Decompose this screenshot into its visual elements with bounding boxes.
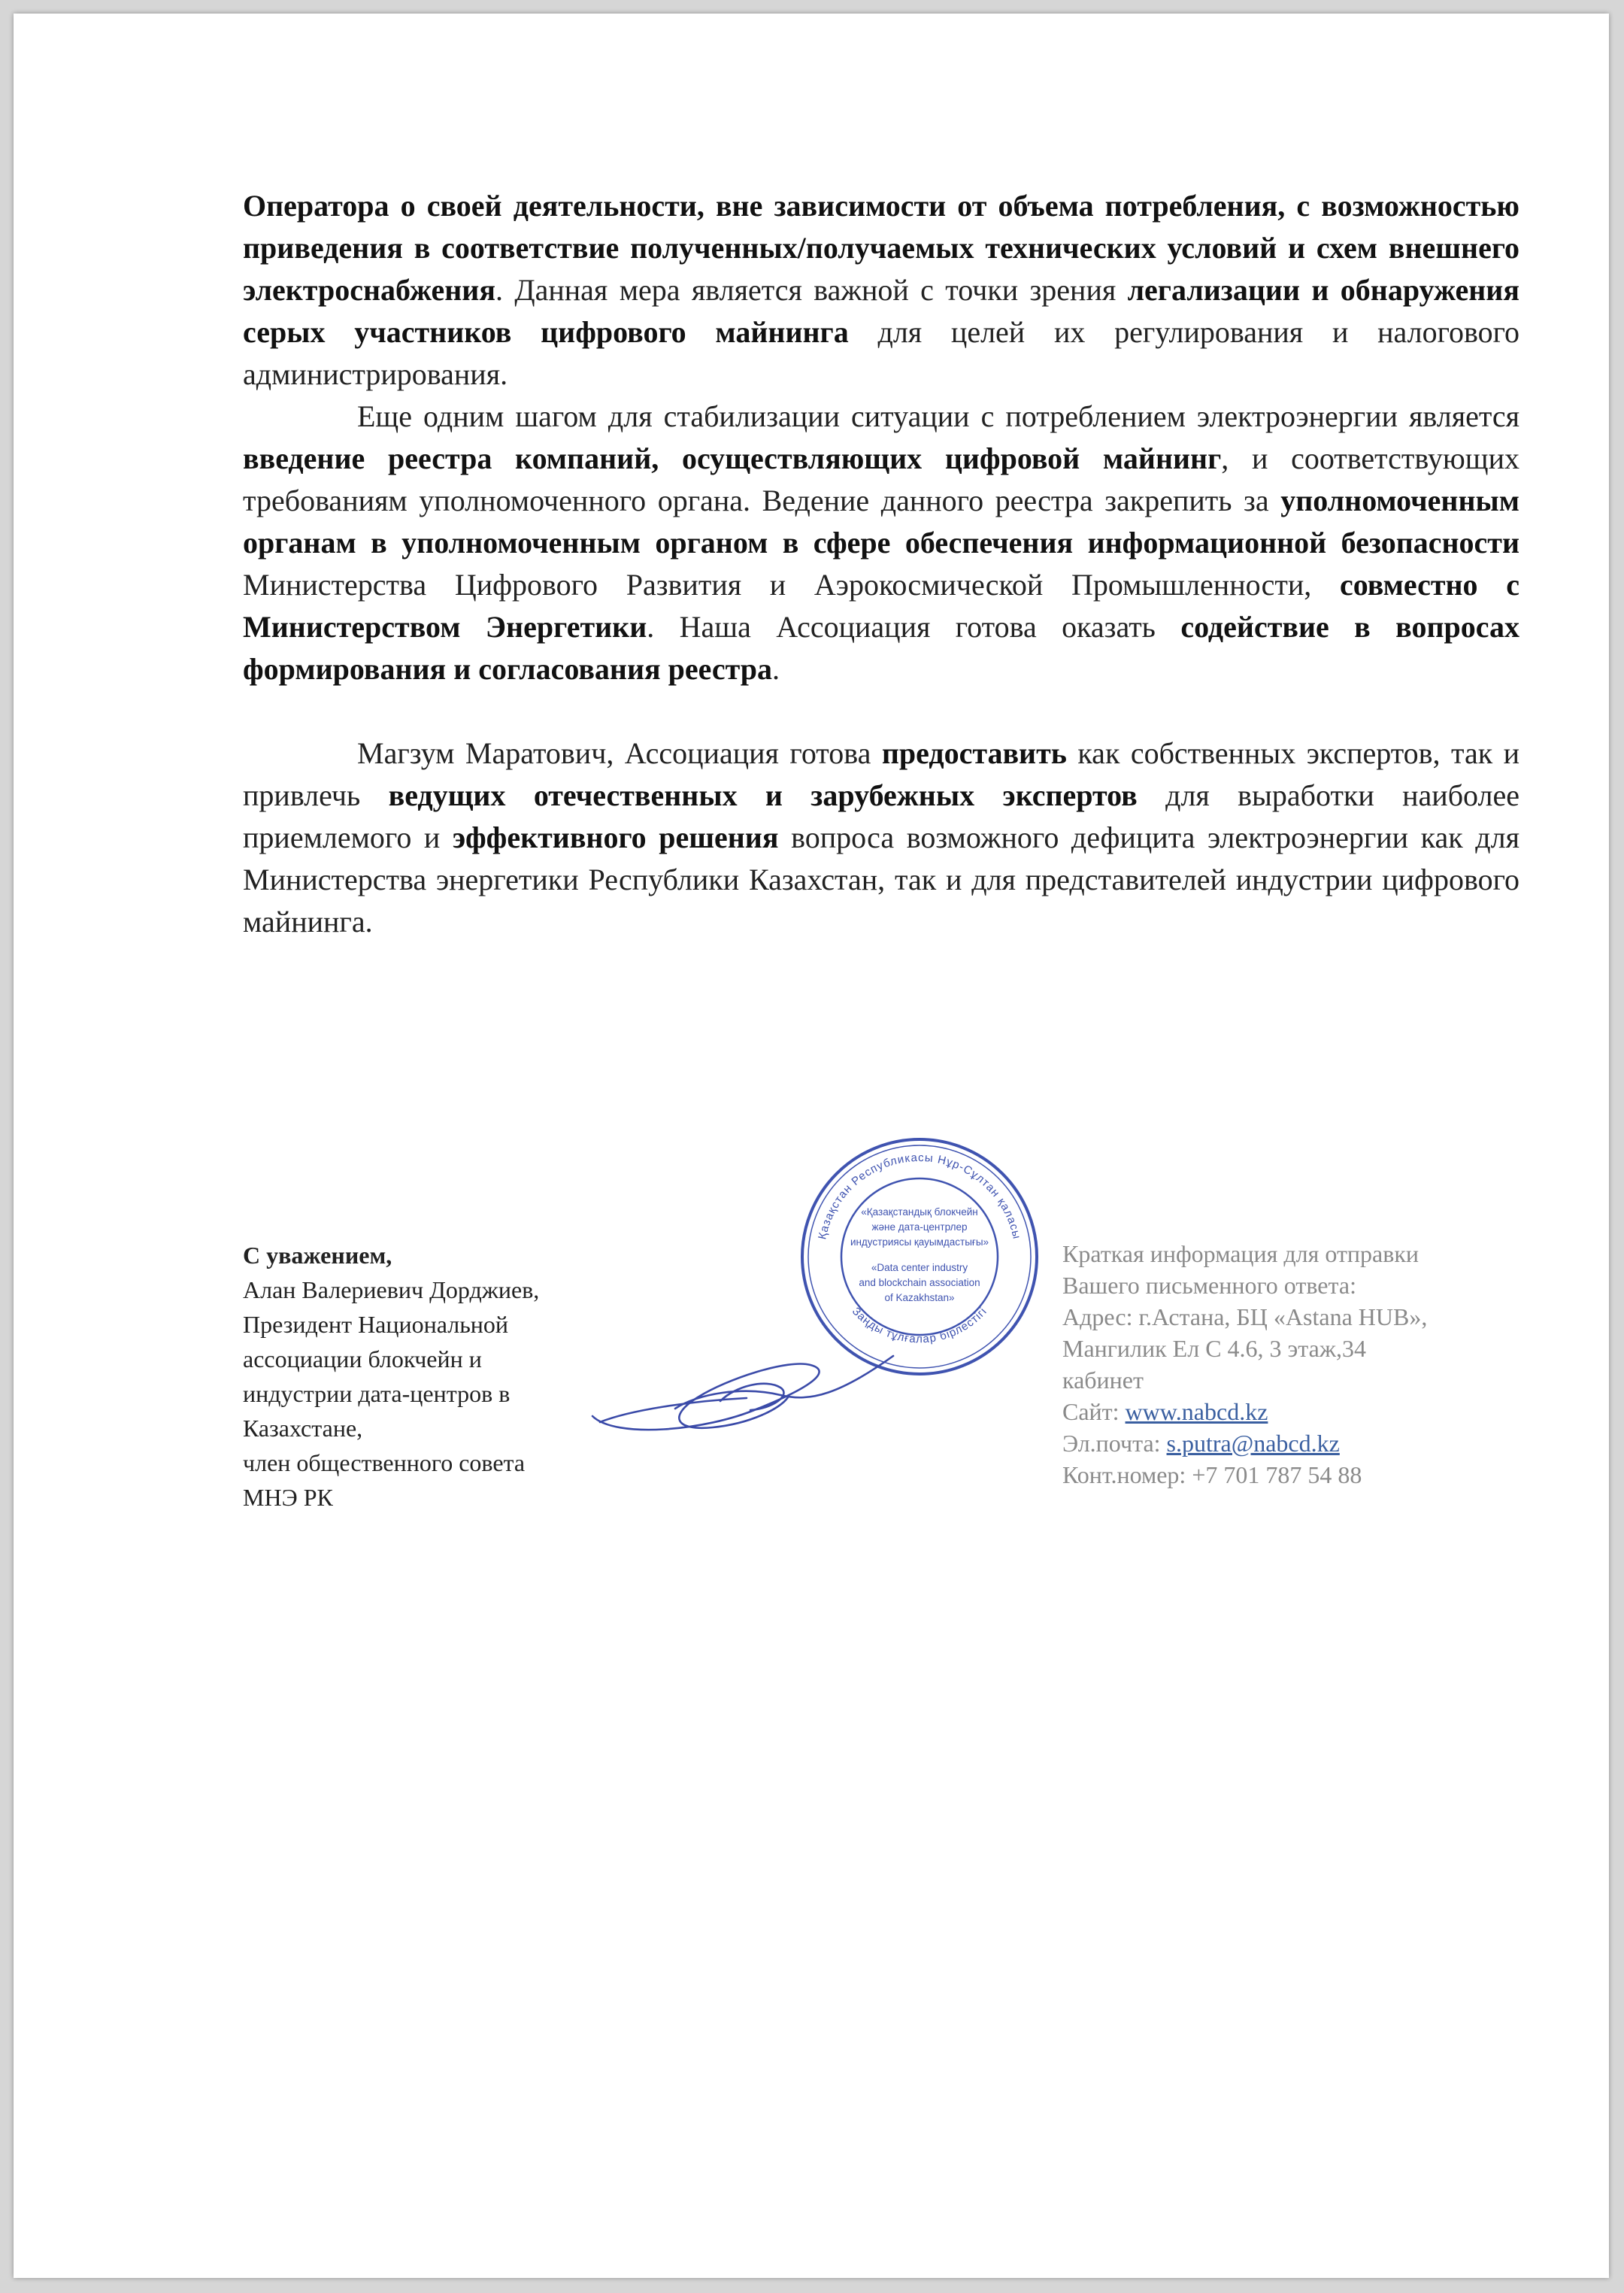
email-label: Эл.почта: <box>1062 1430 1167 1457</box>
signature-block <box>243 1238 634 1515</box>
seal-inner-line: and blockchain association <box>859 1277 980 1288</box>
bold-text-run: введение реестра компаний, осуществляющих цифровой майнинг <box>243 441 1222 475</box>
contact-info-block <box>1062 1238 1513 1491</box>
seal-inner-line: of Kazakhstan» <box>884 1292 955 1303</box>
bold-text-run: легализации и обнаружения серых участников цифрового майнинга <box>243 273 1519 349</box>
bold-text-run: ведущих отечественных и зарубежных экспертов <box>388 778 1138 812</box>
signatory-line: индустрии дата-центров в <box>243 1380 511 1407</box>
signatory-line: Президент Национальной <box>243 1311 509 1338</box>
site-link[interactable]: www.nabcd.kz <box>1125 1398 1268 1425</box>
text-run: Еще одним шагом для стабилизации ситуации с потреблением электроэнергии является <box>357 399 1519 433</box>
signatory-line: МНЭ РК <box>243 1484 333 1511</box>
contact-site-row <box>1062 1396 1513 1427</box>
contact-email-row <box>1062 1427 1513 1459</box>
bold-text-run: содействие в вопросах формирования и согласования реестра <box>243 610 1519 686</box>
bold-text-run: уполномоченным органам в уполномоченным органом в сфере обеспечения информационной безопасности <box>243 484 1519 560</box>
text-run: , и соответствующих требованиям уполномоченного органа. Ведение данного реестра закрепить за <box>243 441 1519 517</box>
letter-body <box>243 185 1519 943</box>
bold-text-run: эффективного решения <box>452 820 779 854</box>
contact-line: Вашего письменного ответа: <box>1062 1272 1356 1299</box>
contact-phone: Конт.номер: +7 701 787 54 88 <box>1062 1461 1362 1488</box>
paragraph-gap <box>243 690 1519 732</box>
text-run: как собственных экспертов, так и привлечь <box>243 736 1520 812</box>
contact-address: Мангилик Ел С 4.6, 3 этаж,34 <box>1062 1335 1366 1362</box>
seal-inner-line: «Data center industry <box>871 1262 968 1273</box>
closing-greeting: С уважением, <box>243 1242 392 1269</box>
site-label: Сайт: <box>1062 1398 1126 1425</box>
bold-text-run: Оператора о своей деятельности, вне зависимости от объема потребления, с возможностью приведения в соответствие полученных/получаемых технических условий и схем внешнего электроснабжения <box>243 189 1519 307</box>
paragraph-1 <box>243 185 1519 396</box>
contact-line: Краткая информация для отправки <box>1062 1240 1419 1267</box>
signatory-line: Казахстане, <box>243 1415 363 1442</box>
text-run: Министерства Цифрового Развития и Аэрокосмической Промышленности, <box>243 568 1340 602</box>
seal-bottom-text: Заңды тұлғалар бірлестігі <box>849 1305 990 1346</box>
email-link[interactable]: s.putra@nabcd.kz <box>1166 1430 1340 1457</box>
text-run: для целей их регулирования и налогового администрирования. <box>243 315 1519 391</box>
text-run: вопроса возможного дефицита электроэнергии как для Министерства энергетики Республики Казахстан, так и для представителей индустрии цифрового майнинга. <box>243 820 1519 939</box>
paragraph-2 <box>243 396 1519 690</box>
document-page <box>14 14 1609 2278</box>
signatory-line: член общественного совета <box>243 1449 526 1476</box>
bold-text-run: предоставить <box>881 736 1067 770</box>
seal-inner-line: және дата-центрлер <box>871 1221 968 1233</box>
signatory-line: ассоциации блокчейн и <box>243 1345 482 1372</box>
contact-address: Адрес: г.Астана, БЦ «Astana HUB», <box>1062 1303 1428 1330</box>
text-run: . Наша Ассоциация готова оказать <box>647 610 1181 644</box>
contact-address: кабинет <box>1062 1366 1144 1394</box>
seal-outer-text: Қазақстан Республикасы Нұр-Сұлтан қаласы <box>816 1151 1023 1241</box>
seal-inner-line: «Қазақстандық блокчейн <box>861 1206 978 1218</box>
text-run: для выработки наиболее приемлемого и <box>243 778 1519 854</box>
bold-text-run: совместно с Министерством Энергетики <box>243 568 1519 644</box>
text-run: . Данная мера является важной с точки зрения <box>495 273 1128 307</box>
text-run: . <box>772 652 780 686</box>
signatory-line: Алан Валериевич Дорджиев, <box>243 1276 540 1303</box>
seal-inner-line: индустриясы қауымдастығы» <box>850 1236 989 1248</box>
paragraph-3 <box>243 732 1519 943</box>
text-run: Магзум Маратович, Ассоциация готова <box>357 736 882 770</box>
